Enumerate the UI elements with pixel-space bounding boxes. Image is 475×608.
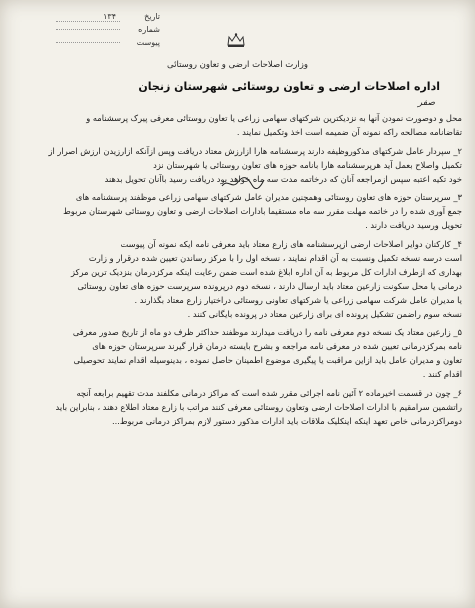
meta-attachment-row [20, 36, 160, 49]
body-line: خود تکیه اعتبه سپس ازمراجعه آنان که درخاتمه مدت سه ماه خواهد بود دریافت رسید باآنان تحویل بدهند [104, 173, 462, 184]
crown-emblem-icon [226, 32, 246, 48]
page-number: صفر [417, 98, 435, 108]
body-line: جمع آوری شده را در خاتمه مهلت مقرر سه ماه مستقیما بادارات اصلاحات ارضی و تعاون روستائی شهرستان مربوط [63, 206, 462, 217]
meta-date-label: تاریخ [144, 12, 160, 21]
body-line: ۴_ کارکنان دوایر اصلاحات ارضی ازپرسشنامه های زارع معتاد باید معرفی نامه ایکه نمونه آن پیوست [120, 239, 462, 250]
meta-date-value: ۱۳۴ [56, 12, 120, 22]
body-line: محل و دوصورت نمودن آنها به نزدیکترین شرکتهای سهامی زراعی یا تعاون روستائی معرفی پیرک پرسشنامه و [86, 113, 462, 123]
body-line: دومراکزدرمانی خاص تعهد اینکه اینکلیک ملاقات باید ادارات مذکور دستور لازم بمراکز درمانی مربوط... [111, 415, 462, 426]
body-line: ۲_ سپردار عامل شرکتهای مذکوروظیفه دارند پرسشنامه هارا ازارزش معتاد دریافت وپس ازآنکه ازارزیدن ارزش اصرار از [48, 145, 462, 156]
body-line: ۵_ زارعین معتاد یک نسخه دوم معرفی نامه را دریافت میدارند موظفند حداکثر ظرف دو ماه از تاریخ صدور معرفی [72, 327, 462, 338]
meta-number-row [20, 23, 160, 36]
meta-date-row [20, 10, 160, 23]
body-line: بهداری که ازطرف ادارات کل مربوط به آن اداره ابلاغ شده است ضمن رعایت اینکه مرکزدرمان بنزدیک ترین مرکز [70, 266, 462, 277]
meta-number-value [56, 29, 120, 30]
body-line: است درسه نسخه تکمیل ونسبت به آن اقدام نمایند ، نسخه اول را با مرکز رساندن تعیین شده درقرار و زارت [88, 253, 462, 264]
handwritten-annotation [220, 176, 266, 190]
body-line: ۳_ سرپرستان حوزه های تعاون روستائی وهمچنین مدیران عامل شرکتهای سهامی زراعی موظفند پرسشنامه های [75, 192, 462, 203]
body-line: نسخه سوم راضمن تشکیل پرونده ای برای زارعین معتاد در پرونده بایگانی کنند . [187, 308, 462, 319]
body-line: تکمیل واصلاح بعمل آید هرپرسشنامه هارا بانامه حوزه های تعاون روستائی یا شهرستان نزد [153, 159, 462, 170]
meta-number-label: شماره [138, 25, 160, 34]
document-meta [20, 10, 160, 49]
body-line: اقدام کنند . [422, 369, 462, 380]
body-line: تعاون و مدیران عامل باید ازاین مراقبت یا پیگیری موضوع اطمینان حاصل نموده ، بدینوسیله اقدام نمایند تحوصیلی [73, 355, 462, 366]
body-line: تحویل ورسید دریافت دارند . [365, 220, 462, 231]
letter-body [14, 112, 462, 429]
body-line: درمانی یا محل سکونت زارعین معتاد باید ارسال دارند ، نسخه دوم درپرونده سرپرست حوزه های تعاون روستائی [77, 280, 462, 291]
body-line: راتشمین سرامقیم با ادارات اصلاحات ارضی وتعاون روستائی معرفی کنند مراتب با زارع معتاد اطلاع دهند ، بنابراین باید [55, 401, 462, 412]
body-line: نامه بمرکزدرمانی تعیین شده در معرفی نامه مراجعه و بشرح بایسته درمان قرار گیرند سرپرستان حوزه های [92, 341, 462, 352]
office-title: اداره اصلاحات ارضی و تعاون روستائی شهرستان زنجان [138, 80, 440, 93]
ministry-name: وزارت اصلاحات ارضی و تعاون روستائی [167, 60, 308, 70]
body-line: یا مدیران عامل شرکت سهامی زراعی یا شرکتهای تعاونی روستائی دراختیار زارع معتاد بگذارند . [134, 294, 462, 305]
meta-attachment-label: پیوست [136, 38, 160, 47]
meta-attachment-value [56, 42, 120, 43]
body-line: ۶_ چون در قسمت اخیرماده ۲ آئین نامه اجرائی مقرر شده است که مراکز درمانی مکلفند مدت تقهیم برابعه آنچه [76, 388, 462, 399]
body-line: تقاضانامه مصالحه راکه نمونه آن ضمیمه است اخذ وتکمیل نمایند . [236, 126, 462, 137]
